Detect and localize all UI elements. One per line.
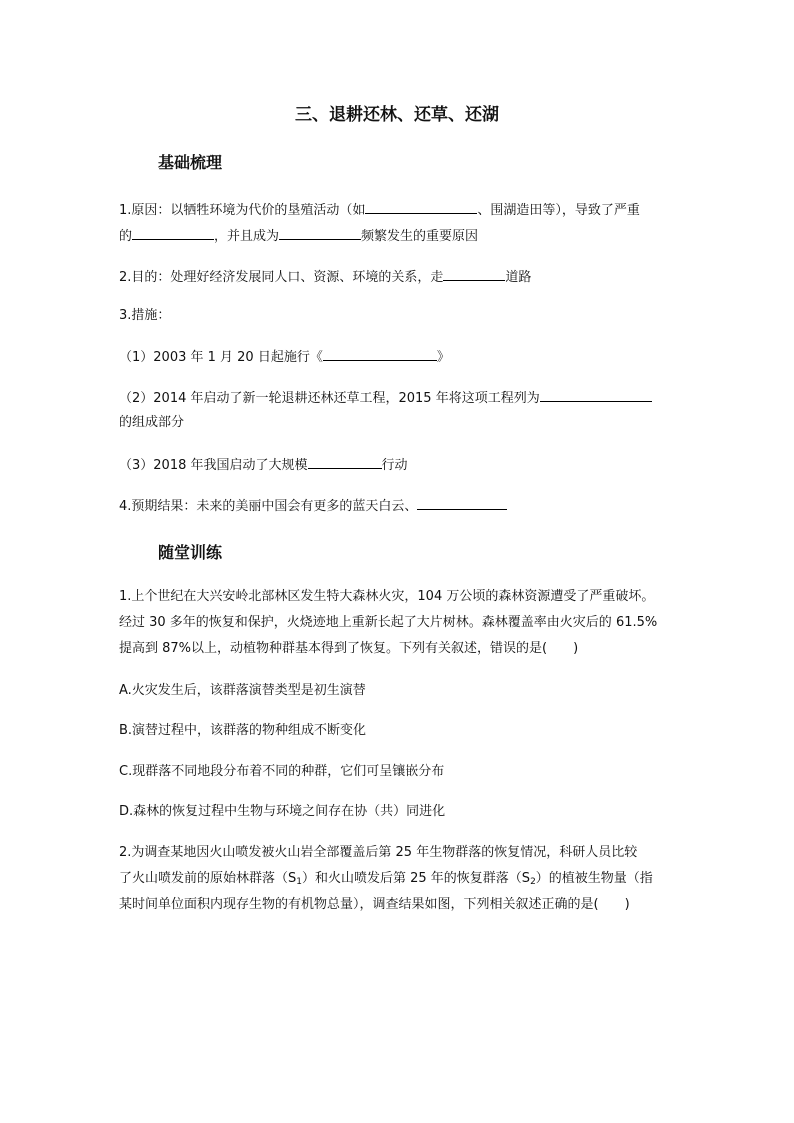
fill-blank-1[interactable]	[365, 200, 477, 214]
item-1-text-c: 的	[119, 229, 133, 244]
q2-subscript-2: 2	[530, 877, 536, 887]
item-2-text-a: 2.目的：处理好经济发展同人口、资源、环境的关系，走	[119, 270, 444, 285]
page-title: 三、退耕还林、还草、还湖	[295, 105, 499, 125]
measure-1-text-b: 》	[436, 350, 450, 365]
q1-option-d[interactable]: D.森林的恢复过程中生物与环境之间存在协（共）同进化	[119, 804, 446, 819]
item-1-line-1	[119, 200, 640, 220]
q2-text-a: 了火山喷发前的原始林群落（S	[119, 871, 297, 886]
item-1-text-a: 1.原因：以牺牲环境为代价的垦殖活动（如	[119, 203, 366, 218]
measure-2-line-1	[119, 388, 652, 408]
q1-line-3: 提高到 87%以上，动植物种群基本得到了恢复。下列有关叙述，错误的是( )	[119, 641, 579, 656]
measure-1-line	[119, 347, 450, 367]
fill-blank-5[interactable]	[323, 347, 437, 361]
item-3-line: 3.措施：	[119, 308, 171, 323]
fill-blank-7[interactable]	[308, 455, 382, 469]
q2-line-1: 2.为调查某地因火山喷发被火山岩全部覆盖后第 25 年生物群落的恢复情况，科研人员比较	[119, 845, 638, 860]
measure-2-text-a: （2）2014 年启动了新一轮退耕还林还草工程，2015 年将这项工程列为	[119, 391, 540, 406]
section-heading-basics: 基础梳理	[158, 153, 223, 172]
q1-line-1: 1.上个世纪在大兴安岭北部林区发生特大森林火灾，104 万公顷的森林资源遭受了严重破坏。	[119, 589, 655, 604]
q1-line-2: 经过 30 多年的恢复和保护，火烧迹地上重新长起了大片树林。森林覆盖率由火灾后的 61.5%	[119, 615, 658, 630]
q1-option-b[interactable]: B.演替过程中，该群落的物种组成不断变化	[119, 723, 367, 738]
item-2-text-b: 道路	[505, 270, 532, 285]
item-1-text-e: 频繁发生的重要原因	[361, 229, 479, 244]
fill-blank-8[interactable]	[417, 496, 507, 510]
item-4-line	[119, 496, 507, 516]
measure-1-text-a: （1）2003 年 1 月 20 日起施行《	[119, 350, 323, 365]
item-1-text-d: ，并且成为	[214, 229, 280, 244]
fill-blank-6[interactable]	[540, 388, 652, 402]
measure-3-text-a: （3）2018 年我国启动了大规模	[119, 458, 308, 473]
fill-blank-4[interactable]	[443, 267, 505, 281]
q2-line-3: 某时间单位面积内现存生物的有机物总量），调查结果如图，下列相关叙述正确的是( )	[119, 897, 630, 912]
item-4-text: 4.预期结果：未来的美丽中国会有更多的蓝天白云、	[119, 499, 418, 514]
q1-option-c[interactable]: C.现群落不同地段分布着不同的种群，它们可呈镶嵌分布	[119, 764, 445, 779]
item-1-line-2	[119, 226, 478, 246]
section-heading-practice: 随堂训练	[158, 543, 223, 562]
measure-3-text-b: 行动	[381, 458, 408, 473]
fill-blank-2[interactable]	[132, 226, 214, 240]
q2-text-c: ）的植被生物量（指	[535, 871, 653, 886]
q2-subscript-1: 1	[296, 877, 302, 887]
item-2-line	[119, 267, 531, 287]
measure-3-line	[119, 455, 408, 475]
measure-2-line-2: 的组成部分	[119, 415, 185, 430]
item-1-text-b: 、围湖造田等），导致了严重	[477, 203, 640, 218]
q2-text-b: ）和火山喷发后第 25 年的恢复群落（S	[302, 871, 531, 886]
q1-option-a[interactable]: A.火灾发生后，该群落演替类型是初生演替	[119, 683, 366, 698]
q2-line-2	[119, 870, 653, 891]
fill-blank-3[interactable]	[279, 226, 361, 240]
